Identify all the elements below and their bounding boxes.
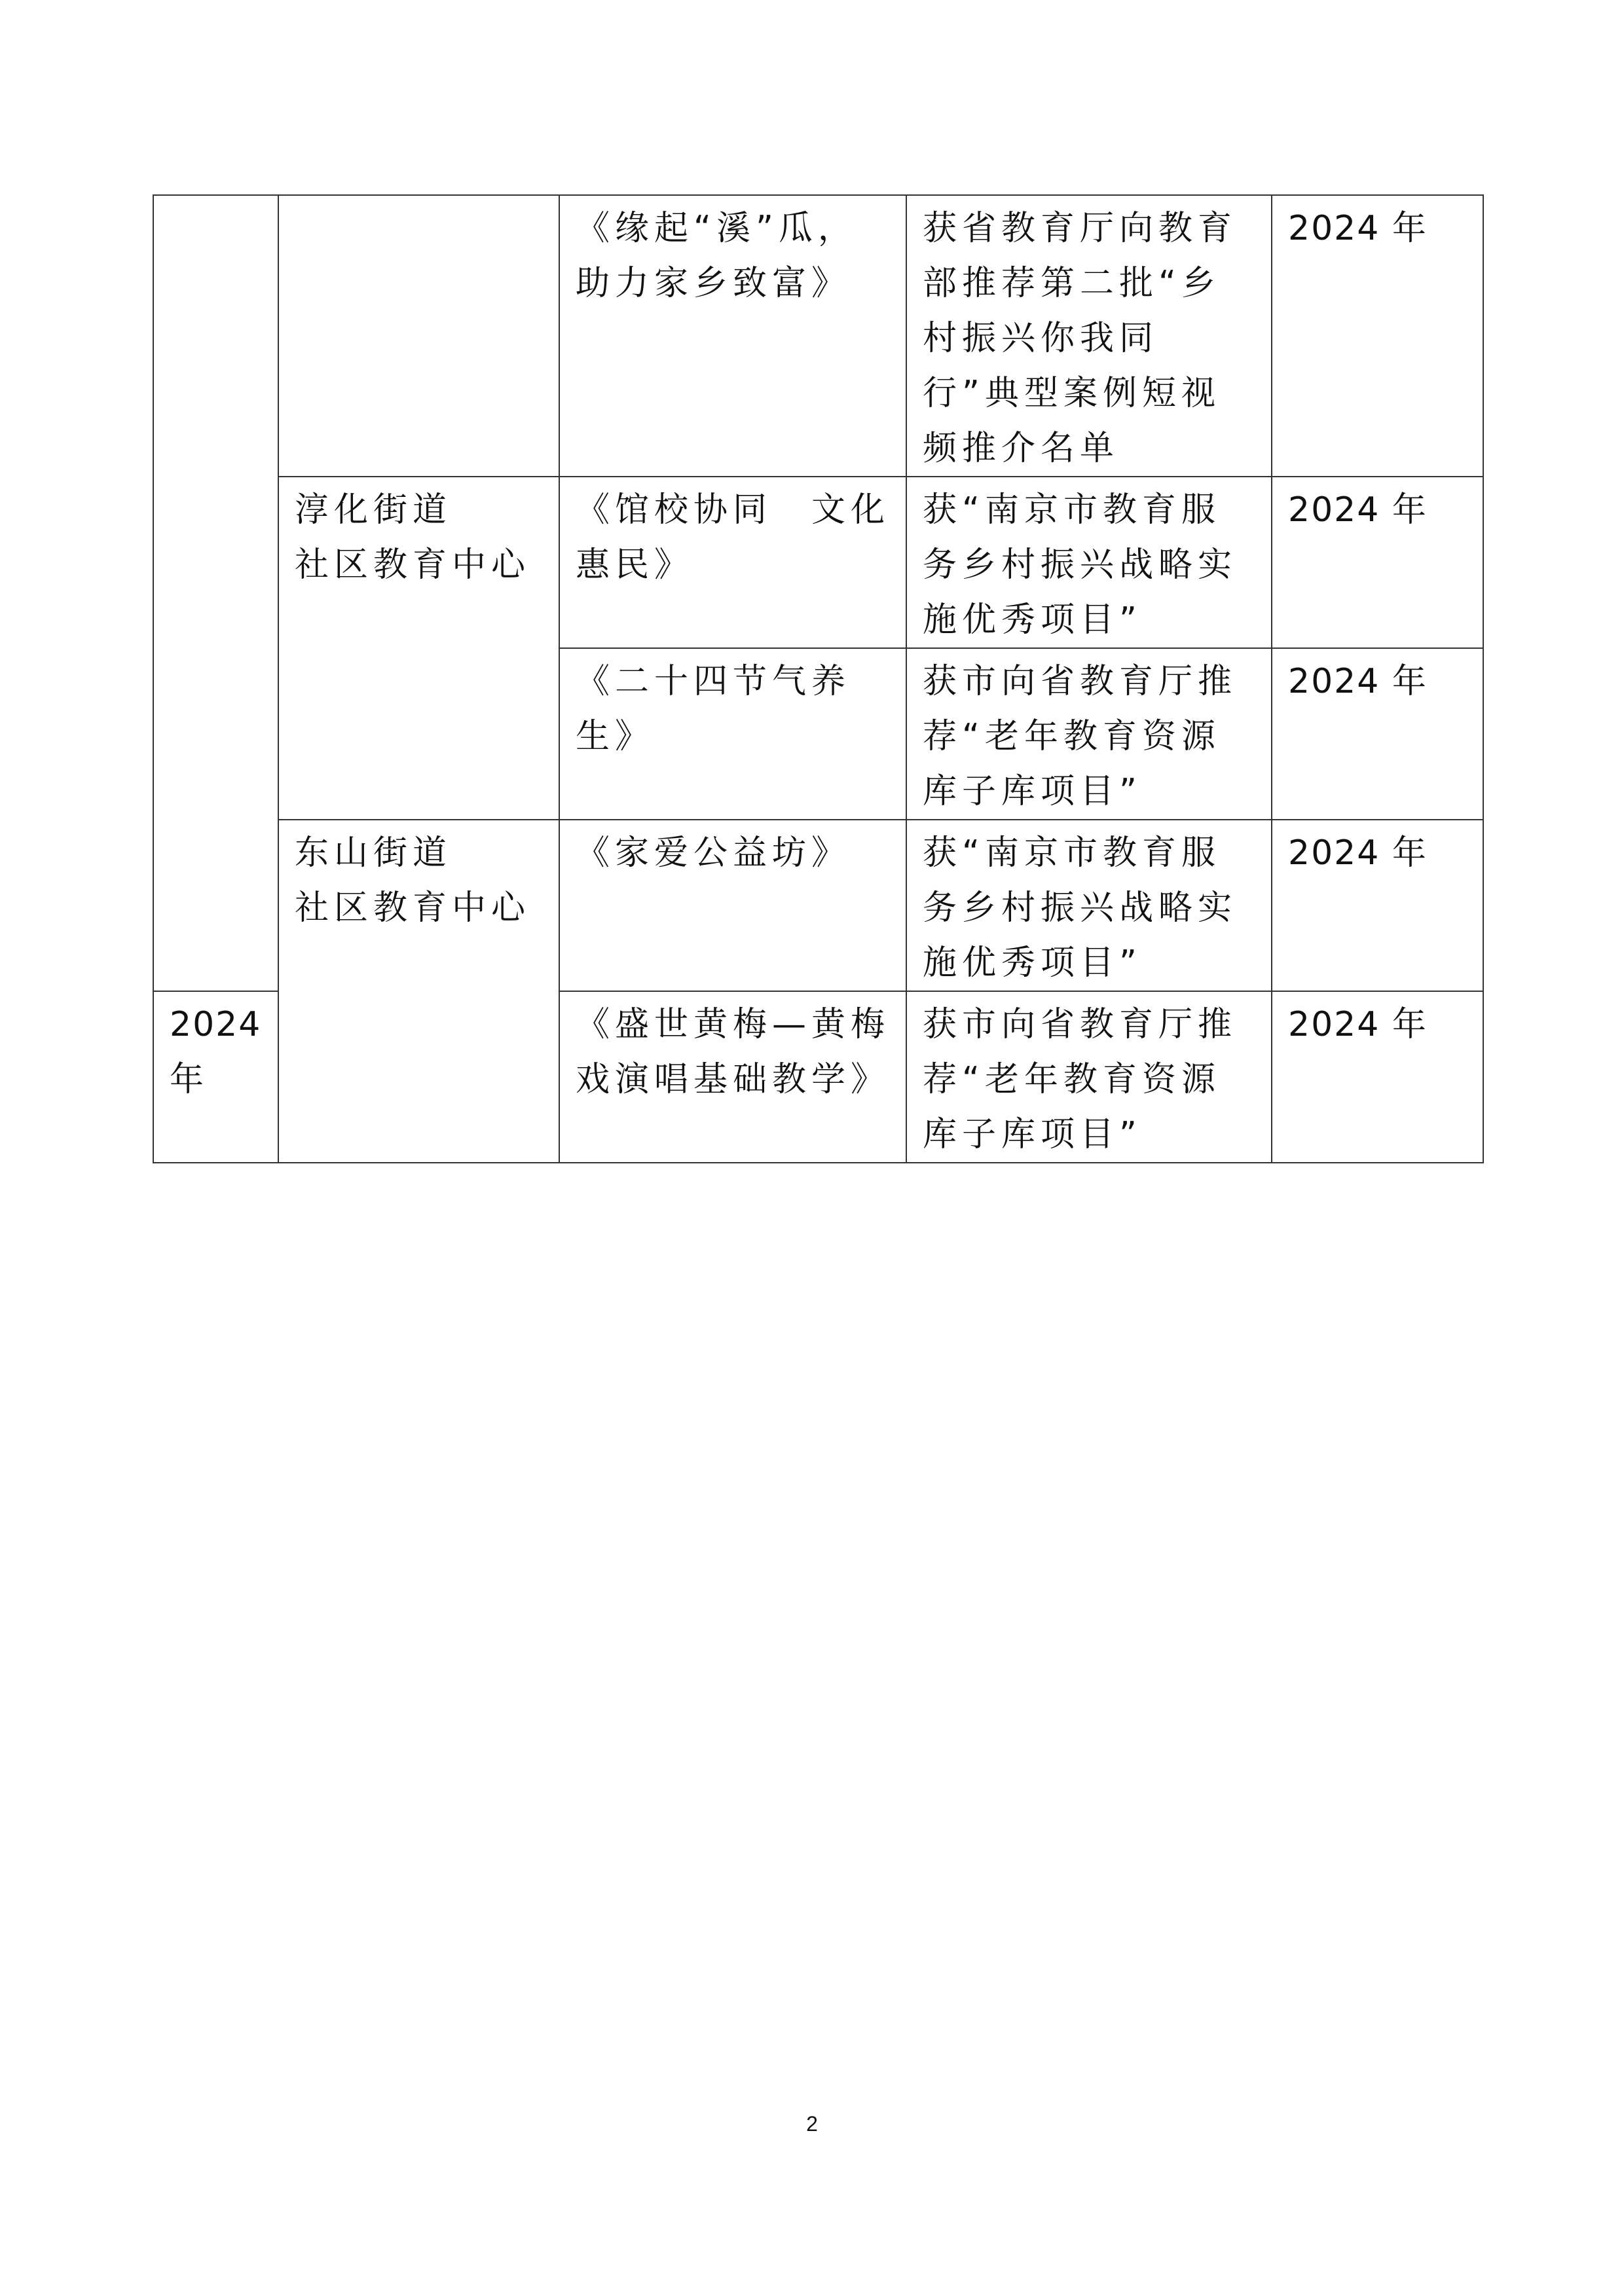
project-cell: 《二十四节气养生》 [559,648,906,820]
table-row [153,820,1483,991]
center-name: 淳化街道 [295,490,452,530]
year-cell: 2024 年 [1272,820,1483,991]
table-row [153,195,1483,477]
year-group-cell [153,195,278,991]
project-cell: 《家爱公益坊》 [559,820,906,991]
year-cell: 2024 年 [1272,648,1483,820]
award-cell: 获市向省教育厅推荐“老年教育资源库子库项目” [906,991,1272,1163]
center-name-suffix: 社区教育中心 [295,545,531,585]
table-row [153,477,1483,648]
center-name-suffix: 社区教育中心 [295,888,531,928]
project-cell: 《馆校协同 文化惠民》 [559,477,906,648]
center-cell [278,820,559,1163]
year-cell: 2024 年 [1272,477,1483,648]
award-cell: 获市向省教育厅推荐“老年教育资源库子库项目” [906,648,1272,820]
year-group-cell: 2024 年 [153,991,278,1163]
center-cell [278,195,559,477]
award-cell: 获“南京市教育服务乡村振兴战略实施优秀项目” [906,820,1272,991]
year-cell: 2024 年 [1272,195,1483,477]
project-cell: 《缘起“溪”瓜，助力家乡致富》 [559,195,906,477]
award-cell: 获省教育厅向教育部推荐第二批“乡村振兴你我同行”典型案例短视频推介名单 [906,195,1272,477]
honors-table [153,194,1484,1163]
center-cell [278,477,559,820]
page-number: 2 [806,2112,818,2136]
year-cell: 2024 年 [1272,991,1483,1163]
project-cell: 《盛世黄梅—黄梅戏演唱基础教学》 [559,991,906,1163]
center-name: 东山街道 [295,833,452,873]
award-cell: 获“南京市教育服务乡村振兴战略实施优秀项目” [906,477,1272,648]
